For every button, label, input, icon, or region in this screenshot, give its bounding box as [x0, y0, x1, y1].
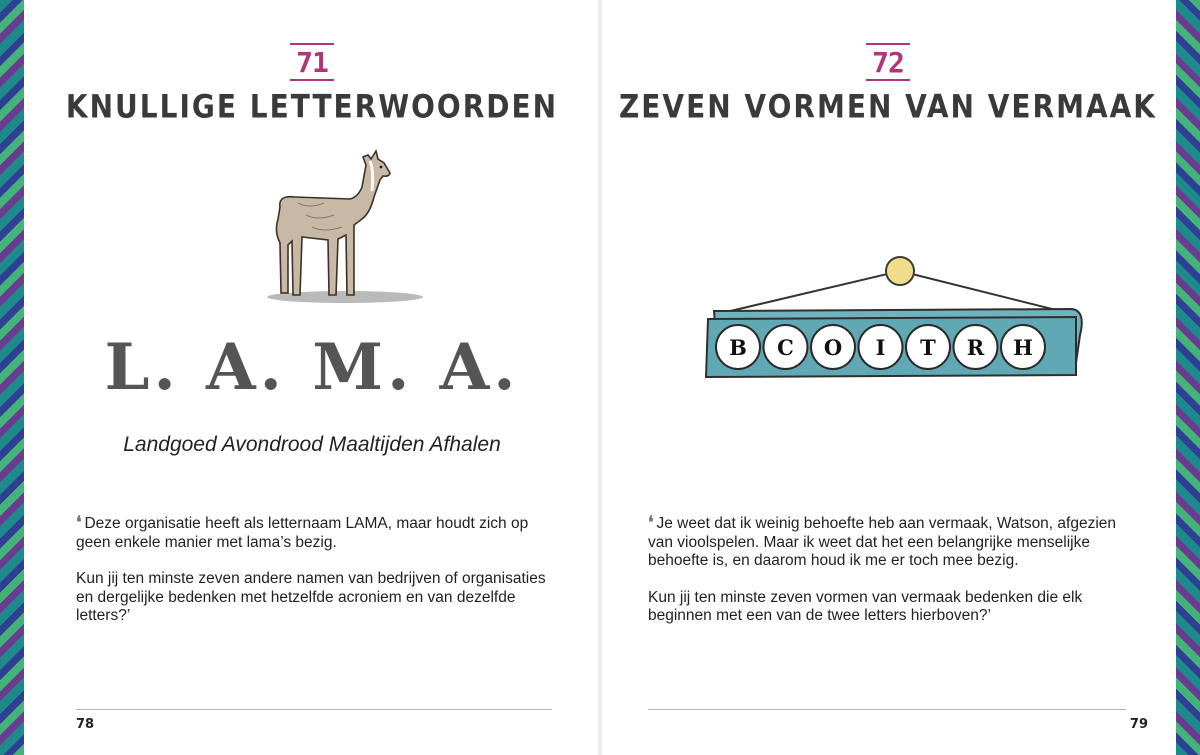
- acronym-expansion: Landgoed Avondrood Maaltijden Afhalen: [123, 433, 501, 456]
- letter-tile: [716, 325, 760, 369]
- body-text: [648, 514, 1128, 644]
- right-decorative-edge: [1176, 0, 1200, 755]
- puzzle-title: ZEVEN VORMEN VAN VERMAAK: [619, 87, 1157, 126]
- paragraph-2: Kun jij ten minste zeven vormen van vermaak bedenken die elk beginnen met een van de twee letters hierboven?’: [648, 588, 1083, 624]
- acronym: L. A. M. A.: [104, 330, 520, 405]
- letter-tile-label: O: [823, 335, 843, 360]
- left-decorative-edge: [0, 0, 24, 755]
- paragraph-1: [648, 514, 1128, 571]
- letter-tile-label: B: [729, 335, 747, 360]
- paragraph-2: Kun jij ten minste zeven andere namen van bedrijven of organisaties en dergelijke bedenken met hetzelfde acroniem en van dezelfde letters?’: [76, 570, 546, 624]
- page-number: 79: [1129, 717, 1148, 732]
- body-text: [76, 514, 556, 644]
- letter-tile-label: C: [777, 335, 794, 360]
- page-number: 78: [76, 717, 95, 732]
- letter-tile-label: R: [966, 335, 985, 360]
- llama-icon: [250, 145, 430, 310]
- letter-tile: [859, 325, 903, 369]
- left-page: [24, 0, 600, 755]
- right-page: [600, 0, 1176, 755]
- puzzle-title: KNULLIGE LETTERWOORDEN: [65, 87, 559, 126]
- letter-tile: [1001, 325, 1045, 369]
- letter-tile-rack-icon: [700, 255, 1090, 390]
- letter-tile: [906, 325, 950, 369]
- footer-rule: [648, 709, 1126, 710]
- paragraph-1: [76, 514, 556, 552]
- puzzle-number: 72: [866, 43, 910, 81]
- paragraph-text: Deze organisatie heeft als letternaam LAMA, maar houdt zich op geen enkele manier met lama’s bezig.: [76, 515, 529, 551]
- footer-rule: [76, 709, 552, 710]
- quote-mark-icon: ❛: [648, 513, 654, 532]
- letter-tile: [811, 325, 855, 369]
- letter-tile-label: H: [1013, 335, 1033, 360]
- letter-tile-label: T: [920, 335, 936, 360]
- quote-mark-icon: ❛: [76, 513, 82, 532]
- letter-tile: [764, 325, 808, 369]
- book-gutter: [596, 0, 604, 755]
- letter-tile-label: I: [875, 335, 886, 360]
- puzzle-number: 71: [290, 43, 334, 81]
- paragraph-text: Je weet dat ik weinig behoefte heb aan vermaak, Watson, afgezien van vioolspelen. Maar ik weet dat het een belangrijke menselijke behoefte is, en daarom houd ik me er toch mee bezig.: [648, 515, 1117, 569]
- letter-tile: [954, 325, 998, 369]
